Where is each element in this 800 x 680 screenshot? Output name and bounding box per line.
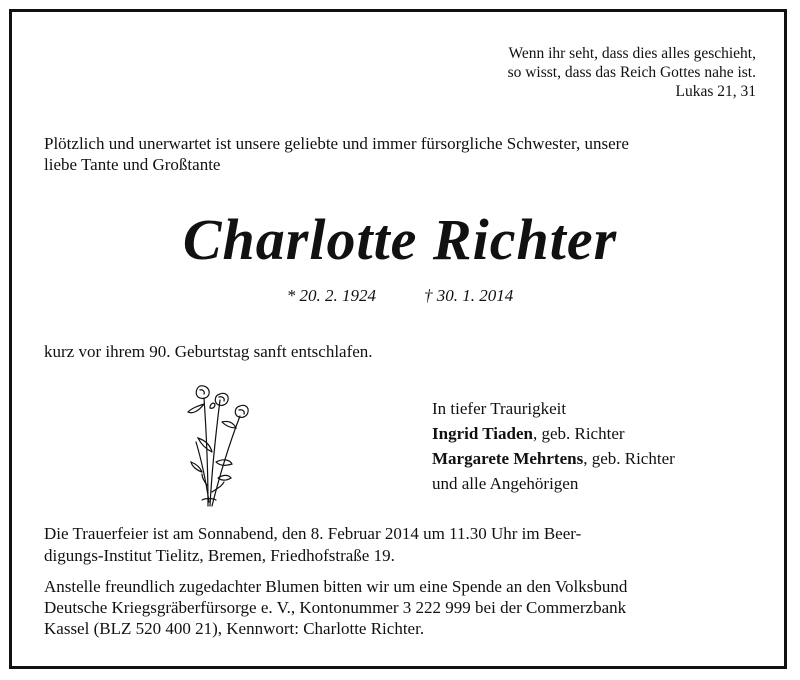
- mourner-1-name: Ingrid Tiaden: [432, 424, 533, 443]
- mourner-2: [432, 446, 675, 471]
- deceased-name: Charlotte Richter: [182, 207, 618, 272]
- funeral-info: [44, 523, 758, 567]
- roses-icon: [182, 382, 254, 508]
- birth-date: * 20. 2. 1924: [286, 286, 376, 305]
- notice-border: [9, 9, 787, 669]
- mourner-1: [432, 421, 675, 446]
- mourner-2-name: Margarete Mehrtens: [432, 449, 584, 468]
- donation-line-1: Anstelle freundlich zugedachter Blumen bitten wir um eine Spende an den Volksbund: [44, 577, 628, 596]
- mourners-block: [432, 396, 675, 496]
- verse-line-1: Wenn ihr seht, dass dies alles geschieht,: [508, 45, 756, 62]
- bible-verse: [508, 44, 756, 101]
- verse-line-2: so wisst, dass das Reich Gottes nahe ist.: [507, 64, 756, 81]
- verse-reference: Lukas 21, 31: [675, 83, 756, 100]
- donation-line-3: Kassel (BLZ 520 400 21), Kennwort: Charlotte Richter.: [44, 619, 425, 638]
- funeral-line-1: Die Trauerfeier ist am Sonnabend, den 8. Februar 2014 um 11.30 Uhr im Beer-: [44, 524, 582, 543]
- intro-line-1: Plötzlich und unerwartet ist unsere geliebte und immer fürsorgliche Schwester, unsere: [44, 134, 629, 153]
- funeral-line-2: digungs-Institut Tielitz, Bremen, Friedhofstraße 19.: [44, 546, 395, 565]
- passing-text: kurz vor ihrem 90. Geburtstag sanft entschlafen.: [44, 342, 373, 361]
- mourner-1-suffix: , geb. Richter: [532, 424, 625, 443]
- mourners-others: und alle Angehörigen: [432, 474, 579, 493]
- donation-line-2: Deutsche Kriegsgräberfürsorge e. V., Kontonummer 3 222 999 bei der Commerzbank: [44, 598, 627, 617]
- intro-text: [44, 133, 760, 175]
- intro-line-2: liebe Tante und Großtante: [44, 155, 221, 174]
- life-dates: [0, 286, 800, 306]
- mourners-heading: In tiefer Traurigkeit: [432, 399, 567, 418]
- donation-info: [44, 576, 758, 639]
- death-date: † 30. 1. 2014: [424, 286, 514, 305]
- mourner-2-suffix: , geb. Richter: [583, 449, 675, 468]
